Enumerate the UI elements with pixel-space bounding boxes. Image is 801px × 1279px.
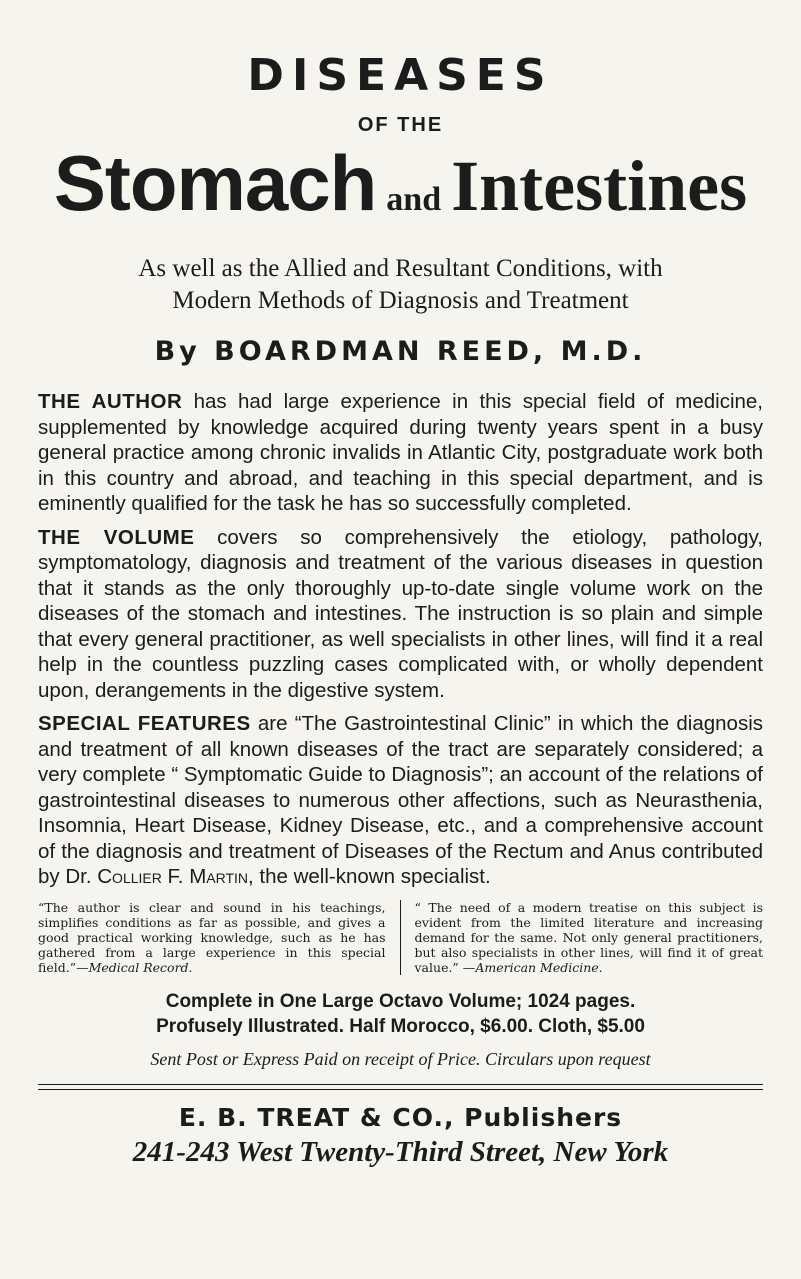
quote-right-source: American Medicine. xyxy=(475,959,603,975)
subtitle-line-1: As well as the Allied and Resultant Conditions, with xyxy=(138,255,663,282)
paragraph-volume-lead: THE VOLUME xyxy=(38,525,195,549)
author-line: By BOARDMAN REED, M.D. xyxy=(154,336,647,367)
quote-left-text: “The author is clear and sound in his teachings, simplifies conditions as far as possible, and gives a good practical working knowledge, such as he has gathered from a large experience in this special field.”— xyxy=(38,899,386,975)
title-main xyxy=(38,140,763,249)
quote-american-medicine xyxy=(401,900,764,975)
publisher-address: 241-243 West Twenty-Third Street, New York xyxy=(132,1135,669,1168)
quote-right-text: “ The need of a modern treatise on this subject is evident from the limited literature and increasing demand for the same. Not only general practitioners, but also specialists in other lines, will find it of great value.” — xyxy=(414,899,763,975)
quote-left-source: Medical Record. xyxy=(88,959,193,975)
paragraph-features-text: are “The Gastrointestinal Clinic” in which the diagnosis and treatment of all known diseases of the tract are separately considered; a very complete “ Symptomatic Guide to Diagnosis”; an account of the relations of gastrointestinal diseases to numerous other affections, such as Neurasthenia, Insomnia, Heart Disease, Kidney Disease, etc., and a comprehensive account of the diagnosis and treatment of Diseases of the Rectum and Anus contributed by Dr. xyxy=(38,712,763,888)
divider-rule xyxy=(38,1084,763,1090)
paragraph-features-lead: SPECIAL FEATURES xyxy=(38,712,251,735)
offer-line-2: Profusely Illustrated. Half Morocco, $6.00. Cloth, $5.00 xyxy=(156,1015,645,1037)
title-stomach: Stomach xyxy=(53,139,377,227)
shipping-note: Sent Post or Express Paid on receipt of Price. Circulars upon request xyxy=(150,1048,651,1069)
quote-medical-record xyxy=(38,900,401,975)
title-diseases: DISEASES xyxy=(247,50,554,101)
title-intestines: Intestines xyxy=(451,146,748,226)
title-and: and xyxy=(386,181,442,218)
publisher-block xyxy=(38,1102,763,1170)
offer-line-1: Complete in One Large Octavo Volume; 1024 pages. xyxy=(165,990,636,1012)
subtitle-line-2: Modern Methods of Diagnosis and Treatment xyxy=(172,287,629,314)
review-quotes xyxy=(38,900,763,975)
paragraph-author-lead: THE AUTHOR xyxy=(38,390,183,413)
paragraph-features-tail: , the well-known specialist. xyxy=(248,865,491,888)
paragraph-author xyxy=(38,389,763,517)
title-block xyxy=(38,0,763,369)
paragraph-features xyxy=(38,711,763,890)
title-of-the: OF THE xyxy=(357,114,444,136)
paragraph-author-text: has had large experience in this special field of medicine, supplemented by knowledge acquired during twenty years spent in a busy general practice among chronic invalids in Atlantic City, postgraduate work both in this country and abroad, and teaching in this special department, and is eminently qualified for the task he has so successfully completed. xyxy=(38,390,763,515)
subtitle xyxy=(38,253,763,317)
paragraph-volume xyxy=(38,525,763,704)
paragraph-volume-text: covers so comprehensively the etiology, pathology, symptomatology, diagnosis and treatment of the various diseases in question that it stands as the only thoroughly up-to-date single volume work on the diseases of the stomach and intestines. The instruction is so plain and simple that every general practitioner, as well specialists in other lines, will find it a real help in the countless puzzling cases complicated with, or wholly dependent upon, derangements in the digestive system. xyxy=(38,525,763,702)
contributor-name: Collier F. Martin xyxy=(97,865,249,888)
publisher-name: E. B. TREAT & CO., Publishers xyxy=(178,1102,623,1132)
offer-block xyxy=(38,989,763,1039)
